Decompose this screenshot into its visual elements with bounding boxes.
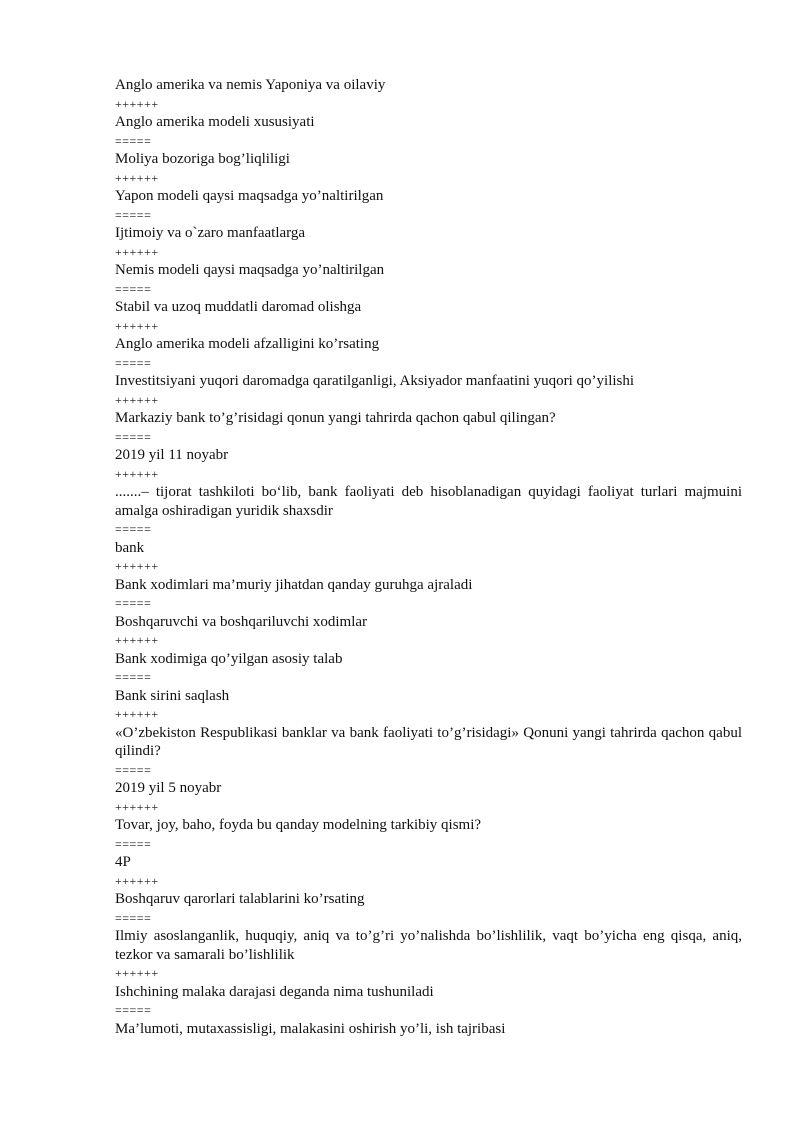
- separator-line: =====: [115, 910, 152, 925]
- separator-line: ++++++: [115, 466, 159, 481]
- separator-line: ++++++: [115, 966, 159, 980]
- separator-line: =====: [115, 207, 152, 222]
- document-page: [115, 76, 742, 1038]
- text-line: Ijtimoiy va o`zaro manfaatlarga: [115, 225, 306, 241]
- text-line: Bank sirini saqlash: [115, 687, 230, 704]
- text-line: Ilmiy asoslanganlik, huquqiy, aniq va to’g’ri yo’nalishda bo’lishlilik, vaqt bo’yicha eng qisqa, aniq, tezkor va samarali bo’lishlilik: [115, 928, 742, 963]
- separator-line: =====: [115, 762, 152, 777]
- text-line: .......– tijorat tashkiloti bo‘lib, bank faoliyati deb hisoblanadigan quyidagi faoliyat turlari majmuini amalga oshiradigan yuridik shaxsdir: [115, 484, 742, 519]
- text-line: Markaziy bank to’g’risidagi qonun yangi tahrirda qachon qabul qilingan?: [115, 410, 556, 426]
- separator-line: ++++++: [115, 799, 159, 814]
- separator-line: ++++++: [115, 244, 159, 259]
- separator-line: =====: [115, 281, 152, 296]
- text-line: Ma’lumoti, mutaxassisligi, malakasini oshirish yo’li, ish tajribasi: [115, 1020, 506, 1037]
- text-line: Investitsiyani yuqori daromadga qaratilganligi, Aksiyador manfaatini yuqori qo’yilishi: [115, 373, 635, 389]
- separator-line: =====: [115, 429, 152, 444]
- text-line: 2019 yil 5 noyabr: [115, 780, 222, 796]
- text-line: Anglo amerika va nemis Yaponiya va oilaviy: [115, 77, 386, 93]
- text-line: Anglo amerika modeli afzalligini ko’rsating: [115, 336, 380, 352]
- separator-line: ++++++: [115, 318, 159, 333]
- text-line: bank: [115, 539, 145, 556]
- text-line: Ishchining malaka darajasi deganda nima tushuniladi: [115, 983, 434, 1000]
- text-line: Anglo amerika modeli xususiyati: [115, 114, 315, 130]
- separator-line: =====: [115, 836, 152, 851]
- separator-line: =====: [115, 355, 152, 370]
- separator-line: ++++++: [115, 170, 159, 185]
- text-line: Yapon modeli qaysi maqsadga yo’naltirilgan: [115, 188, 384, 204]
- separator-line: =====: [115, 522, 152, 536]
- separator-line: ++++++: [115, 96, 159, 111]
- text-line: Stabil va uzoq muddatli daromad olishga: [115, 299, 362, 315]
- separator-line: =====: [115, 133, 152, 148]
- text-line: Boshqaruv qarorlari talablarini ko’rsating: [115, 891, 365, 907]
- separator-line: =====: [115, 596, 152, 610]
- separator-line: ++++++: [115, 559, 159, 573]
- text-line: Bank xodimlari ma’muriy jihatdan qanday guruhga ajraladi: [115, 576, 473, 593]
- separator-line: =====: [115, 1003, 152, 1017]
- text-line: Moliya bozoriga bog’liqliligi: [115, 151, 290, 167]
- separator-line: ++++++: [115, 392, 159, 407]
- text-line: Tovar, joy, baho, foyda bu qanday modelning tarkibiy qismi?: [115, 817, 482, 833]
- separator-line: ++++++: [115, 633, 159, 647]
- separator-line: =====: [115, 670, 152, 684]
- separator-line: ++++++: [115, 873, 159, 888]
- text-line: Bank xodimiga qo’yilgan asosiy talab: [115, 650, 343, 667]
- text-line: 4P: [115, 854, 131, 870]
- text-line: Nemis modeli qaysi maqsadga yo’naltirilgan: [115, 262, 385, 278]
- text-line: Boshqaruvchi va boshqariluvchi xodimlar: [115, 613, 368, 630]
- separator-line: ++++++: [115, 707, 159, 721]
- text-line: 2019 yil 11 noyabr: [115, 447, 229, 463]
- text-line: «O’zbekiston Respublikasi banklar va bank faoliyati to’g’risidagi» Qonuni yangi tahrirda qachon qabul qilindi?: [115, 724, 742, 759]
